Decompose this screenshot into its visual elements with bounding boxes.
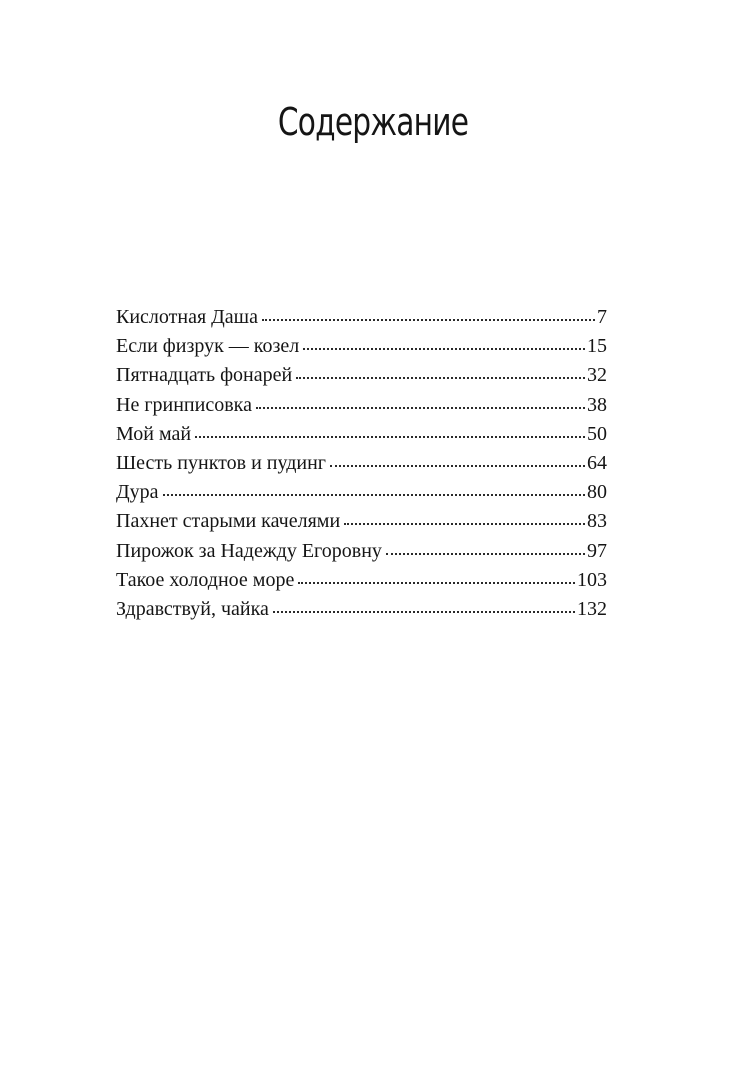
toc-entry-page: 32 bbox=[587, 364, 607, 387]
dot-leader bbox=[303, 348, 585, 350]
dot-leader bbox=[298, 582, 575, 584]
toc-entry-page: 38 bbox=[587, 393, 607, 416]
toc-entry-title: Такое холодное море bbox=[116, 568, 295, 591]
toc-entry-title: Здравствуй, чайка bbox=[116, 597, 269, 620]
toc-entry bbox=[116, 306, 607, 335]
toc-entry-title: Шесть пунктов и пудинг bbox=[116, 451, 326, 474]
toc-entry-title: Кислотная Даша bbox=[116, 306, 258, 328]
dot-leader bbox=[273, 611, 575, 613]
toc-entry bbox=[116, 540, 607, 569]
toc-entry-title: Пирожок за Надежду Егоровну bbox=[116, 539, 382, 562]
toc-entry-title: Не гринписовка bbox=[116, 393, 252, 416]
toc-entry-title: Пахнет старыми качелями bbox=[116, 510, 341, 533]
dot-leader bbox=[195, 436, 585, 438]
toc-entry-title: Мой май bbox=[116, 422, 192, 445]
dot-leader bbox=[163, 494, 585, 496]
dot-leader bbox=[386, 553, 585, 555]
toc-entry bbox=[116, 569, 607, 598]
dot-leader bbox=[256, 407, 585, 409]
toc-entry-page: 50 bbox=[587, 422, 607, 445]
dot-leader bbox=[344, 523, 585, 525]
toc-entry bbox=[116, 335, 607, 364]
toc-entry-page: 132 bbox=[577, 597, 607, 620]
toc-entry-title: Если физрук — козел bbox=[116, 335, 300, 358]
toc-entry bbox=[116, 452, 607, 481]
toc-entry bbox=[116, 364, 607, 393]
page-title: Содержание bbox=[277, 100, 469, 144]
toc-entry bbox=[116, 510, 607, 539]
toc-entry-page: 103 bbox=[577, 568, 607, 591]
toc-entry bbox=[116, 481, 607, 510]
toc-entry-page: 7 bbox=[597, 306, 607, 328]
dot-leader bbox=[330, 465, 585, 467]
toc-entry-page: 97 bbox=[587, 539, 607, 562]
table-of-contents bbox=[116, 306, 607, 627]
toc-entry bbox=[116, 394, 607, 423]
toc-entry-title: Пятнадцать фонарей bbox=[116, 364, 293, 387]
toc-entry-page: 64 bbox=[587, 451, 607, 474]
toc-entry-page: 80 bbox=[587, 481, 607, 504]
dot-leader bbox=[262, 319, 595, 321]
toc-entry bbox=[116, 598, 607, 627]
toc-entry bbox=[116, 423, 607, 452]
toc-entry-title: Дура bbox=[116, 481, 159, 504]
toc-entry-page: 83 bbox=[587, 510, 607, 533]
dot-leader bbox=[296, 377, 585, 379]
toc-entry-page: 15 bbox=[587, 335, 607, 358]
